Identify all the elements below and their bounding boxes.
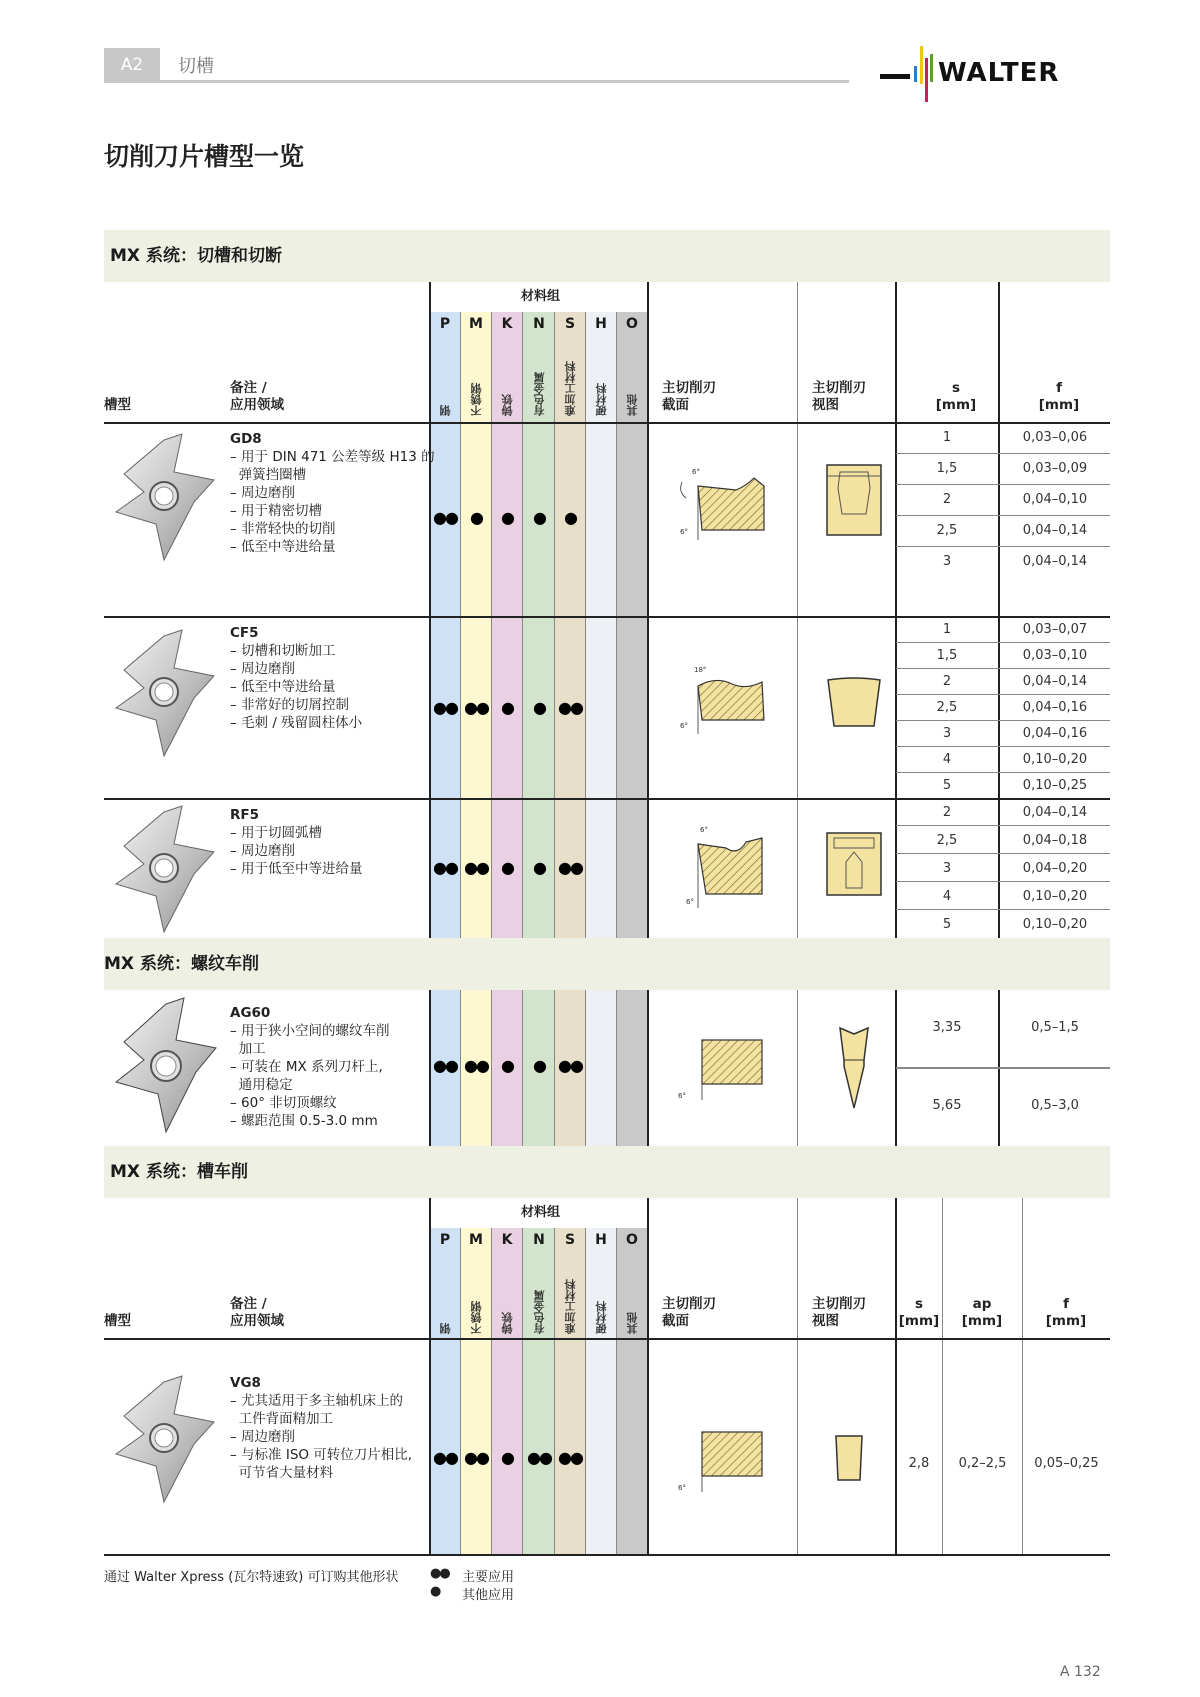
ag60-description: AG60 – 用于狭小空间的螺纹车削 加工 – 可装在 MX 系列刀杆上, 通用稳定 – 60° 非切顶螺纹 – 螺距范围 0.5-3.0 mm	[230, 1005, 390, 1129]
material-letter-m: M	[469, 316, 483, 332]
col-header-view-1: 主切削刃	[812, 380, 866, 396]
ag60-dots-s: ●●	[558, 1056, 582, 1075]
rf5-s-3: 3	[942, 861, 952, 876]
gd8-dots-s: ●	[564, 508, 576, 527]
cf5-dots-s: ●●	[558, 698, 582, 717]
col-header-s-2: [mm]	[935, 397, 977, 413]
ag60-f-1: 0,5–1,5	[1031, 1020, 1079, 1035]
vg8-f: 0,05–0,25	[1034, 1456, 1099, 1471]
cf5-description: CF5 – 切槽和切断加工 – 周边磨削 – 低至中等进给量 – 非常好的切屑控制 – 毛刺 / 残留圆柱体小	[230, 625, 363, 731]
rf5-dots-m: ●●	[464, 858, 488, 877]
gd8-s-1: 1	[942, 430, 952, 445]
page-number: A 132	[1060, 1664, 1101, 1680]
section-code-badge: A2	[104, 48, 160, 82]
vg8-dots-k: ●	[501, 1448, 513, 1467]
col-header-notes-2: 应用领域	[230, 397, 284, 413]
material-letter-s-2: S	[564, 1232, 576, 1248]
gd8-f-4: 0,04–0,14	[1022, 523, 1088, 538]
section-title-grooving-parting: MX 系统：切槽和切断	[104, 230, 1110, 282]
section-title-threading: MX 系统：螺纹车削	[104, 938, 1110, 990]
cf5-s-4: 2,5	[936, 700, 958, 715]
rf5-insert-image	[104, 804, 224, 938]
vg8-dots-m: ●●	[464, 1448, 488, 1467]
gd8-f-1: 0,03–0,06	[1022, 430, 1088, 445]
legend-secondary-symbol: ●	[430, 1584, 442, 1599]
cf5-dots-m: ●●	[464, 698, 488, 717]
material-letter-k-2: K	[501, 1232, 513, 1248]
col-header-notes-1: 备注 /	[230, 380, 267, 396]
cf5-code: CF5	[230, 625, 259, 641]
ag60-insert-image	[104, 996, 224, 1140]
cf5-dots-n: ●	[533, 698, 545, 717]
ag60-dots-k: ●	[501, 1056, 513, 1075]
section-title-groove-turning: MX 系统：槽车削	[104, 1146, 1110, 1198]
ag60-dots-n: ●	[533, 1056, 545, 1075]
rf5-code: RF5	[230, 807, 260, 823]
material-letter-n: N	[533, 316, 545, 332]
cf5-section-drawing	[676, 660, 786, 744]
rf5-dots-s: ●●	[558, 858, 582, 877]
material-letter-s: S	[564, 316, 576, 332]
rf5-view-drawing	[826, 832, 882, 900]
col-header-f-2: [mm]	[1038, 397, 1080, 413]
footer-note: 通过 Walter Xpress (瓦尔特速致) 可订购其他形状	[104, 1570, 399, 1585]
gd8-code: GD8	[230, 431, 262, 447]
material-group-title-2: 材料组	[521, 1205, 561, 1220]
walter-logo	[880, 44, 1112, 104]
vg8-view-drawing	[834, 1434, 864, 1486]
rf5-dots-p: ●●	[433, 858, 457, 877]
threading-table	[104, 990, 1110, 1146]
legend-primary-label: 主要应用	[462, 1570, 515, 1585]
col-header-section-1-2: 主切削刃	[662, 1296, 716, 1312]
ag60-view-drawing	[834, 1026, 874, 1114]
col-header-section-2: 截面	[662, 397, 689, 413]
rf5-dots-n: ●	[533, 858, 545, 877]
material-name-p: 钢	[439, 405, 452, 416]
svg-text:6°: 6°	[678, 1484, 686, 1492]
rf5-dots-k: ●	[501, 858, 513, 877]
col-header-geometry: 槽型	[104, 397, 131, 413]
cf5-f-5: 0,04–0,16	[1022, 726, 1088, 741]
gd8-s-2: 1,5	[936, 461, 958, 476]
gd8-view-drawing	[826, 464, 882, 540]
col-header-geometry-2: 槽型	[104, 1313, 131, 1329]
material-name-k-2: 铸铁	[501, 1312, 514, 1334]
ag60-code: AG60	[230, 1005, 271, 1021]
rf5-s-1: 2	[942, 805, 952, 820]
vg8-section-drawing	[676, 1426, 786, 1510]
ag60-s-1: 3,35	[932, 1020, 962, 1035]
material-letter-p: P	[439, 316, 451, 332]
ag60-section-drawing	[676, 1034, 786, 1118]
legend-primary-symbol: ●●	[430, 1566, 449, 1581]
material-name-o: 其他	[626, 394, 639, 416]
svg-text:6°: 6°	[680, 528, 688, 536]
gd8-dots-p: ●●	[433, 508, 457, 527]
gd8-s-3: 2	[942, 492, 952, 507]
page-title: 切削刀片槽型一览	[104, 142, 305, 171]
gd8-description: GD8 – 用于 DIN 471 公差等级 H13 的 弹簧挡圈槽 – 周边磨削 – 用于精密切槽 – 非常轻快的切削 – 低至中等进给量	[230, 431, 435, 555]
grooving-table	[104, 282, 1110, 938]
col-header-s-2-2: [mm]	[898, 1313, 940, 1329]
rf5-f-1: 0,04–0,14	[1022, 805, 1088, 820]
vg8-s: 2,8	[908, 1456, 930, 1471]
material-letter-h: H	[595, 316, 607, 332]
rf5-s-4: 4	[942, 889, 952, 904]
col-header-view-2-2: 视图	[812, 1313, 839, 1329]
cf5-view-drawing	[826, 676, 882, 732]
ag60-f-2: 0,5–3,0	[1031, 1098, 1079, 1113]
cf5-f-7: 0,10–0,25	[1022, 778, 1088, 793]
material-name-h-2: 硬材料	[595, 1301, 608, 1334]
groove-turning-table	[104, 1198, 1110, 1556]
ag60-s-2: 5,65	[932, 1098, 962, 1113]
vg8-dots-s: ●●	[558, 1448, 582, 1467]
cf5-f-2: 0,03–0,10	[1022, 648, 1088, 663]
material-name-m-2: 不锈钢	[470, 1301, 483, 1334]
vg8-dots-p: ●●	[433, 1448, 457, 1467]
vg8-dots-n: ●●	[527, 1448, 551, 1467]
col-header-ap-1: ap	[972, 1296, 992, 1312]
cf5-f-1: 0,03–0,07	[1022, 622, 1088, 637]
cf5-f-3: 0,04–0,14	[1022, 674, 1088, 689]
rf5-f-2: 0,04–0,18	[1022, 833, 1088, 848]
col-header-section-2-2: 截面	[662, 1313, 689, 1329]
col-header-view-2: 视图	[812, 397, 839, 413]
material-name-n: 有色金属	[533, 372, 546, 416]
material-name-s-2: 难加工材料	[564, 1279, 577, 1334]
rf5-s-5: 5	[942, 917, 952, 932]
cf5-s-5: 3	[942, 726, 952, 741]
col-header-s-1-2: s	[914, 1296, 924, 1312]
gd8-s-5: 3	[942, 554, 952, 569]
rf5-f-4: 0,10–0,20	[1022, 889, 1088, 904]
material-name-h: 硬材料	[595, 383, 608, 416]
vg8-description: VG8 – 尤其适用于多主轴机床上的 工件背面精加工 – 周边磨削 – 与标准 ISO 可转位刀片相比, 可节省大量材料	[230, 1375, 413, 1481]
rf5-s-2: 2,5	[936, 833, 958, 848]
svg-text:6°: 6°	[692, 468, 700, 476]
cf5-dots-k: ●	[501, 698, 513, 717]
material-name-o-2: 其他	[626, 1312, 639, 1334]
cf5-f-4: 0,04–0,16	[1022, 700, 1088, 715]
col-header-view-1-2: 主切削刃	[812, 1296, 866, 1312]
svg-text:18°: 18°	[694, 666, 707, 674]
rf5-description: RF5 – 用于切圆弧槽 – 周边磨削 – 用于低至中等进给量	[230, 807, 363, 877]
material-letter-p-2: P	[439, 1232, 451, 1248]
svg-text:6°: 6°	[700, 826, 708, 834]
material-letter-h-2: H	[595, 1232, 607, 1248]
col-header-f-1: f	[1056, 380, 1062, 396]
gd8-dots-m: ●	[470, 508, 482, 527]
legend-secondary-label: 其他应用	[462, 1588, 515, 1603]
material-name-p-2: 钢	[439, 1323, 452, 1334]
gd8-section-drawing	[676, 464, 786, 548]
cf5-f-6: 0,10–0,20	[1022, 752, 1088, 767]
material-letter-o-2: O	[626, 1232, 638, 1248]
gd8-dots-k: ●	[501, 508, 513, 527]
svg-text:6°: 6°	[678, 1092, 686, 1100]
rf5-section-drawing	[676, 822, 786, 916]
col-header-f-1-2: f	[1063, 1296, 1069, 1312]
vg8-insert-image	[104, 1374, 224, 1508]
gd8-f-2: 0,03–0,09	[1022, 461, 1088, 476]
vg8-code: VG8	[230, 1375, 261, 1391]
cf5-s-7: 5	[942, 778, 952, 793]
svg-text:WALTER: WALTER	[938, 58, 1060, 88]
col-header-section-1: 主切削刃	[662, 380, 716, 396]
material-letter-n-2: N	[533, 1232, 545, 1248]
material-name-s: 难加工材料	[564, 361, 577, 416]
cf5-s-3: 2	[942, 674, 952, 689]
svg-text:6°: 6°	[680, 722, 688, 730]
col-header-ap-2: [mm]	[961, 1313, 1003, 1329]
cf5-insert-image	[104, 628, 224, 762]
gd8-f-5: 0,04–0,14	[1022, 554, 1088, 569]
col-header-notes-1-2: 备注 /	[230, 1296, 267, 1312]
material-name-n-2: 有色金属	[533, 1290, 546, 1334]
section-title: 切槽	[178, 56, 214, 77]
cf5-s-2: 1,5	[936, 648, 958, 663]
material-name-m: 不锈钢	[470, 383, 483, 416]
col-header-f-2-2: [mm]	[1045, 1313, 1087, 1329]
gd8-s-4: 2,5	[936, 523, 958, 538]
vg8-ap: 0,2–2,5	[958, 1456, 1007, 1471]
material-name-k: 铸铁	[501, 394, 514, 416]
rf5-f-5: 0,10–0,20	[1022, 917, 1088, 932]
material-group-title: 材料组	[521, 289, 561, 304]
gd8-insert-image	[104, 432, 224, 566]
cf5-dots-p: ●●	[433, 698, 457, 717]
ag60-dots-m: ●●	[464, 1056, 488, 1075]
gd8-dots-n: ●	[533, 508, 545, 527]
col-header-s-1: s	[951, 380, 961, 396]
cf5-s-1: 1	[942, 622, 952, 637]
rf5-f-3: 0,04–0,20	[1022, 861, 1088, 876]
header-divider	[104, 80, 849, 83]
svg-text:6°: 6°	[686, 898, 694, 906]
gd8-f-3: 0,04–0,10	[1022, 492, 1088, 507]
col-header-notes-2-2: 应用领域	[230, 1313, 284, 1329]
material-letter-k: K	[501, 316, 513, 332]
material-letter-m-2: M	[469, 1232, 483, 1248]
cf5-s-6: 4	[942, 752, 952, 767]
material-letter-o: O	[626, 316, 638, 332]
ag60-dots-p: ●●	[433, 1056, 457, 1075]
